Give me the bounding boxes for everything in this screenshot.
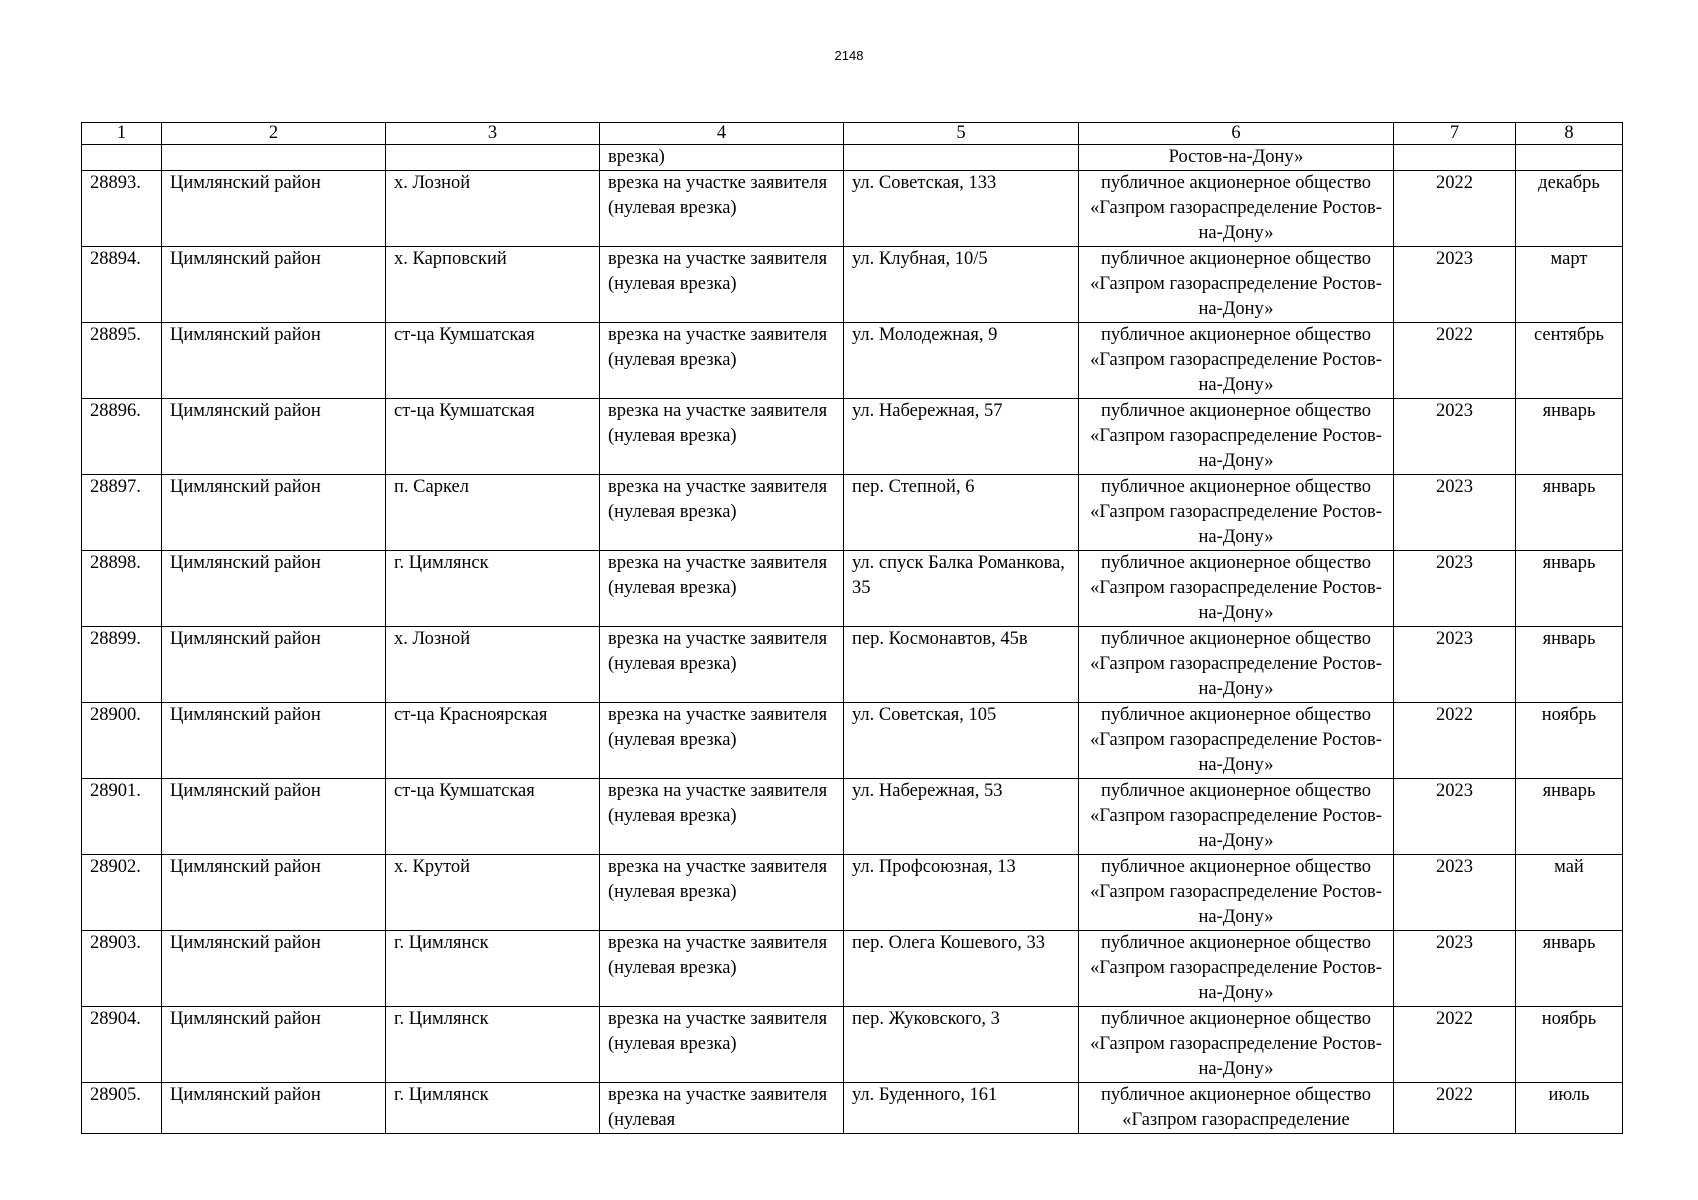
cell-connection-method: врезка на участке заявителя (нулевая врезка) [600,627,844,703]
cell-number: 28898. [82,551,162,627]
header-col-1: 1 [82,123,162,145]
cell-number: 28899. [82,627,162,703]
cell-address: ул. Советская, 105 [844,703,1079,779]
cell-district: Цимлянский район [162,779,386,855]
cell-number: 28904. [82,1007,162,1083]
cell-locality: х. Карповский [386,247,600,323]
cell-connection-method: врезка на участке заявителя (нулевая врезка) [600,551,844,627]
cell-year: 2022 [1394,1007,1516,1083]
cell-locality: г. Цимлянск [386,551,600,627]
cell-locality: х. Крутой [386,855,600,931]
header-col-8: 8 [1516,123,1623,145]
cell-number: 28903. [82,931,162,1007]
cell-district: Цимлянский район [162,247,386,323]
cell-organization: публичное акционерное общество «Газпром газораспределение Ростов-на-Дону» [1079,627,1394,703]
cell-number: 28900. [82,703,162,779]
cell-month: январь [1516,399,1623,475]
continuation-cell-7 [1394,145,1516,171]
cell-address: ул. Буденного, 161 [844,1083,1079,1134]
header-col-4: 4 [600,123,844,145]
cell-organization: публичное акционерное общество «Газпром газораспределение [1079,1083,1394,1134]
table-row [82,171,1623,247]
table-body [82,145,1623,1134]
cell-district: Цимлянский район [162,475,386,551]
cell-month: декабрь [1516,171,1623,247]
cell-number: 28894. [82,247,162,323]
cell-district: Цимлянский район [162,399,386,475]
page-number: 2148 [834,48,864,63]
cell-locality: х. Лозной [386,627,600,703]
cell-year: 2022 [1394,323,1516,399]
cell-year: 2022 [1394,1083,1516,1134]
table-row [82,1083,1623,1134]
cell-district: Цимлянский район [162,855,386,931]
table-row [82,399,1623,475]
cell-organization: публичное акционерное общество «Газпром газораспределение Ростов-на-Дону» [1079,1007,1394,1083]
table-row [82,931,1623,1007]
table-row [82,855,1623,931]
cell-locality: г. Цимлянск [386,1007,600,1083]
cell-locality: ст-ца Кумшатская [386,399,600,475]
table-row [82,475,1623,551]
cell-district: Цимлянский район [162,1083,386,1134]
cell-locality: х. Лозной [386,171,600,247]
cell-month: ноябрь [1516,1007,1623,1083]
continuation-org: Ростов-на-Дону» [1079,145,1394,171]
cell-month: январь [1516,475,1623,551]
cell-address: пер. Жуковского, 3 [844,1007,1079,1083]
cell-month: январь [1516,931,1623,1007]
cell-district: Цимлянский район [162,1007,386,1083]
cell-address: пер. Степной, 6 [844,475,1079,551]
header-col-6: 6 [1079,123,1394,145]
cell-district: Цимлянский район [162,931,386,1007]
cell-address: ул. спуск Балка Романкова, 35 [844,551,1079,627]
cell-month: май [1516,855,1623,931]
cell-connection-method: врезка на участке заявителя (нулевая врезка) [600,855,844,931]
cell-organization: публичное акционерное общество «Газпром газораспределение Ростов-на-Дону» [1079,171,1394,247]
cell-number: 28893. [82,171,162,247]
cell-month: июль [1516,1083,1623,1134]
cell-address: пер. Космонавтов, 45в [844,627,1079,703]
cell-connection-method: врезка на участке заявителя (нулевая врезка) [600,171,844,247]
cell-year: 2023 [1394,779,1516,855]
cell-year: 2023 [1394,855,1516,931]
table-row [82,779,1623,855]
cell-district: Цимлянский район [162,171,386,247]
cell-district: Цимлянский район [162,323,386,399]
cell-year: 2023 [1394,551,1516,627]
cell-connection-method: врезка на участке заявителя (нулевая врезка) [600,323,844,399]
cell-organization: публичное акционерное общество «Газпром газораспределение Ростов-на-Дону» [1079,855,1394,931]
cell-number: 28895. [82,323,162,399]
cell-address: пер. Олега Кошевого, 33 [844,931,1079,1007]
cell-address: ул. Советская, 133 [844,171,1079,247]
header-row [82,123,1623,145]
cell-connection-method: врезка на участке заявителя (нулевая врезка) [600,247,844,323]
table-row [82,323,1623,399]
continuation-cell-1 [82,145,162,171]
cell-locality: ст-ца Красноярская [386,703,600,779]
cell-year: 2023 [1394,627,1516,703]
cell-organization: публичное акционерное общество «Газпром газораспределение Ростов-на-Дону» [1079,931,1394,1007]
cell-connection-method: врезка на участке заявителя (нулевая врезка) [600,703,844,779]
cell-locality: г. Цимлянск [386,1083,600,1134]
cell-year: 2022 [1394,171,1516,247]
cell-connection-method: врезка на участке заявителя (нулевая врезка) [600,931,844,1007]
cell-month: сентябрь [1516,323,1623,399]
cell-organization: публичное акционерное общество «Газпром газораспределение Ростов-на-Дону» [1079,323,1394,399]
cell-month: март [1516,247,1623,323]
cell-connection-method: врезка на участке заявителя (нулевая врезка) [600,779,844,855]
registry-table [81,122,1623,1134]
cell-address: ул. Клубная, 10/5 [844,247,1079,323]
table-row [82,1007,1623,1083]
continuation-cell-5 [844,145,1079,171]
header-col-2: 2 [162,123,386,145]
table-row [82,551,1623,627]
cell-organization: публичное акционерное общество «Газпром газораспределение Ростов-на-Дону» [1079,779,1394,855]
cell-number: 28897. [82,475,162,551]
cell-year: 2023 [1394,475,1516,551]
cell-organization: публичное акционерное общество «Газпром газораспределение Ростов-на-Дону» [1079,551,1394,627]
cell-year: 2023 [1394,931,1516,1007]
cell-connection-method: врезка на участке заявителя (нулевая врезка) [600,399,844,475]
cell-address: ул. Набережная, 53 [844,779,1079,855]
cell-year: 2023 [1394,247,1516,323]
cell-locality: ст-ца Кумшатская [386,779,600,855]
cell-organization: публичное акционерное общество «Газпром газораспределение Ростов-на-Дону» [1079,247,1394,323]
cell-month: январь [1516,779,1623,855]
cell-address: ул. Молодежная, 9 [844,323,1079,399]
continuation-cell-8 [1516,145,1623,171]
cell-month: ноябрь [1516,703,1623,779]
table-row [82,627,1623,703]
cell-number: 28901. [82,779,162,855]
continuation-row [82,145,1623,171]
cell-number: 28905. [82,1083,162,1134]
table-row [82,247,1623,323]
continuation-method: врезка) [600,145,844,171]
table-row [82,703,1623,779]
cell-connection-method: врезка на участке заявителя (нулевая [600,1083,844,1134]
cell-district: Цимлянский район [162,703,386,779]
cell-address: ул. Набережная, 57 [844,399,1079,475]
cell-address: ул. Профсоюзная, 13 [844,855,1079,931]
header-col-3: 3 [386,123,600,145]
header-col-7: 7 [1394,123,1516,145]
cell-month: январь [1516,551,1623,627]
cell-locality: г. Цимлянск [386,931,600,1007]
cell-month: январь [1516,627,1623,703]
cell-organization: публичное акционерное общество «Газпром газораспределение Ростов-на-Дону» [1079,399,1394,475]
cell-year: 2023 [1394,399,1516,475]
cell-organization: публичное акционерное общество «Газпром газораспределение Ростов-на-Дону» [1079,475,1394,551]
cell-year: 2022 [1394,703,1516,779]
cell-connection-method: врезка на участке заявителя (нулевая врезка) [600,1007,844,1083]
cell-locality: п. Саркел [386,475,600,551]
cell-locality: ст-ца Кумшатская [386,323,600,399]
continuation-cell-2 [162,145,386,171]
cell-number: 28896. [82,399,162,475]
header-col-5: 5 [844,123,1079,145]
cell-district: Цимлянский район [162,627,386,703]
cell-organization: публичное акционерное общество «Газпром газораспределение Ростов-на-Дону» [1079,703,1394,779]
cell-number: 28902. [82,855,162,931]
cell-district: Цимлянский район [162,551,386,627]
continuation-cell-3 [386,145,600,171]
table-header [82,123,1623,145]
cell-connection-method: врезка на участке заявителя (нулевая врезка) [600,475,844,551]
